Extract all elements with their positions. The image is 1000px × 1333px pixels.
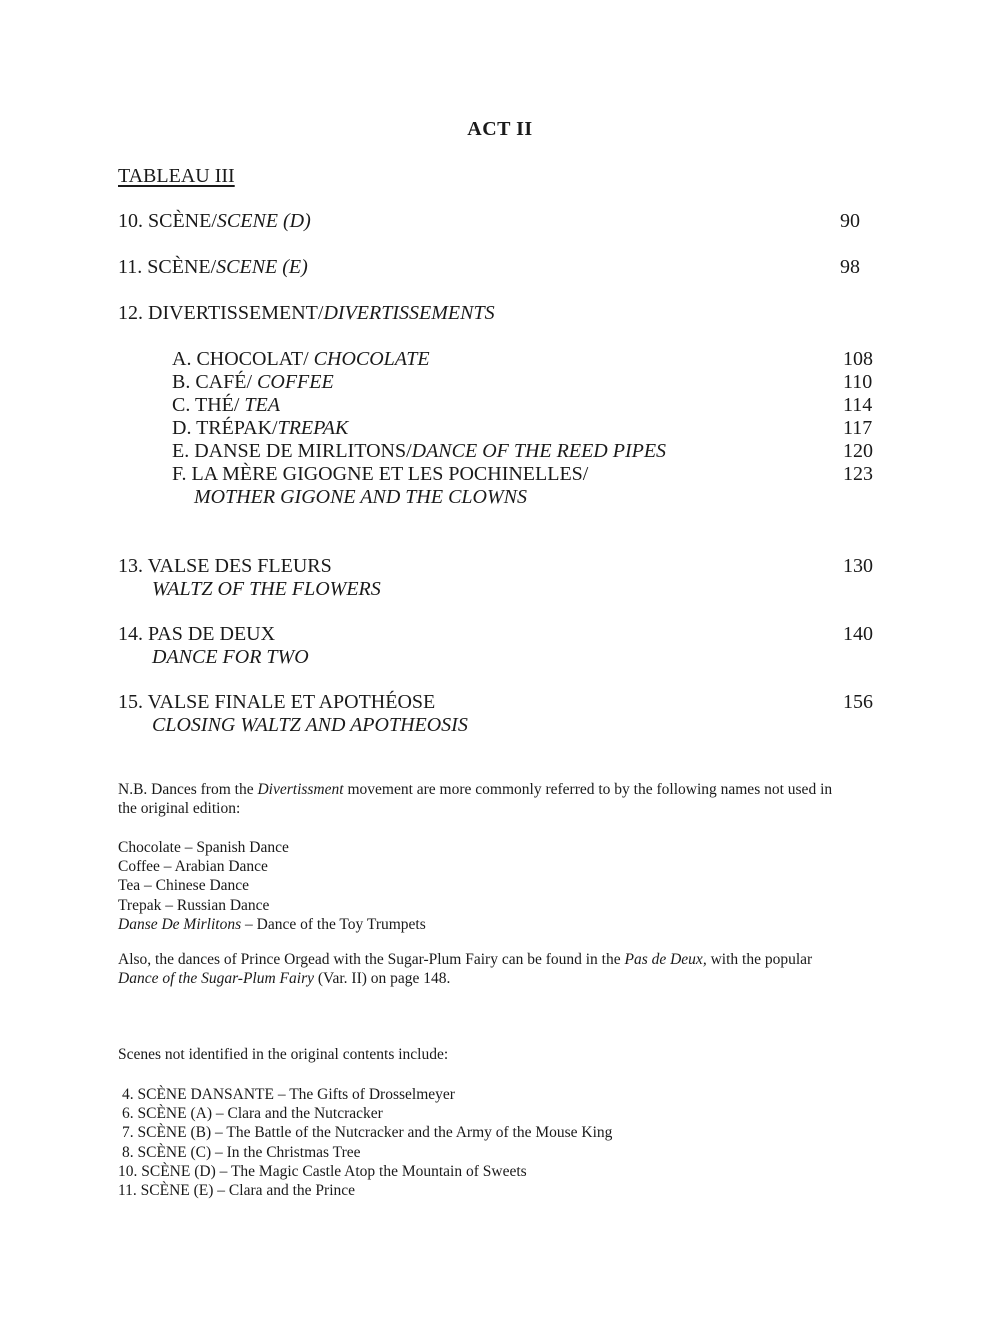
page-number: 130 bbox=[843, 555, 873, 577]
subentry-continuation: MOTHER GIGONE AND THE CLOWNS bbox=[194, 486, 527, 508]
page-number: 108 bbox=[843, 348, 873, 370]
entry-label-italic: TREPAK bbox=[277, 417, 349, 439]
entry-subtitle: DANCE FOR TWO bbox=[152, 646, 309, 668]
entry-label: C. THÉ/ bbox=[172, 394, 245, 416]
toc-entry-11[interactable] bbox=[118, 256, 308, 279]
entry-subtitle: WALTZ OF THE FLOWERS bbox=[152, 578, 381, 600]
page-number: 90 bbox=[840, 210, 860, 232]
entry-label-italic: DIVERTISSEMENTS bbox=[323, 302, 495, 324]
entry-label: 10. SCÈNE/ bbox=[118, 210, 217, 232]
page-number: 123 bbox=[843, 463, 873, 485]
list-item: 7. SCÈNE (B) – The Battle of the Nutcracker and the Army of the Mouse King bbox=[122, 1124, 613, 1142]
list-item: Coffee – Arabian Dance bbox=[118, 858, 268, 876]
entry-label: D. TRÉPAK/ bbox=[172, 417, 278, 439]
list-item: 6. SCÈNE (A) – Clara and the Nutcracker bbox=[122, 1105, 383, 1123]
list-item: Tea – Chinese Dance bbox=[118, 877, 250, 895]
entry-label-italic: COFFEE bbox=[257, 371, 334, 393]
page-number: 98 bbox=[840, 256, 860, 278]
list-item: Trepak – Russian Dance bbox=[118, 896, 270, 914]
toc-subentry-f[interactable] bbox=[172, 463, 588, 486]
entry-label: A. CHOCOLAT/ bbox=[172, 348, 314, 370]
entry-label: E. DANSE DE MIRLITONS/ bbox=[172, 440, 412, 462]
toc-entry-13[interactable]: 13. VALSE DES FLEURS bbox=[118, 555, 332, 577]
page-number: 140 bbox=[843, 623, 873, 645]
entry-label-italic: CHOCOLATE bbox=[313, 348, 430, 370]
tableau-heading: TABLEAU III bbox=[118, 165, 235, 187]
also-paragraph: Also, the dances of Prince Orgead with the Sugar-Plum Fairy can be found in the Pas de Deux, with the popular Dance of the Sugar-Plum Fairy (Var. II) on page 148. bbox=[118, 951, 813, 987]
entry-label: 12. DIVERTISSEMENT/ bbox=[118, 302, 324, 324]
page-number: 156 bbox=[843, 691, 873, 713]
list-item: Danse De Mirlitons – Dance of the Toy Trumpets bbox=[118, 915, 426, 933]
entry-subtitle: CLOSING WALTZ AND APOTHEOSIS bbox=[152, 714, 468, 736]
scenes-list bbox=[118, 1085, 612, 1200]
list-item: 8. SCÈNE (C) – In the Christmas Tree bbox=[122, 1143, 361, 1161]
toc-subentry-a[interactable] bbox=[172, 348, 430, 371]
list-item: Chocolate – Spanish Dance bbox=[118, 839, 289, 856]
entry-label: 11. SCÈNE/ bbox=[118, 256, 217, 278]
toc-entry-14[interactable]: 14. PAS DE DEUX bbox=[118, 623, 276, 645]
toc-subentry-b[interactable] bbox=[172, 371, 334, 394]
list-item: 10. SCÈNE (D) – The Magic Castle Atop the Mountain of Sweets bbox=[118, 1162, 527, 1180]
toc-subentry-d[interactable] bbox=[172, 417, 348, 440]
entry-label-italic: DANCE OF THE REED PIPES bbox=[411, 440, 667, 462]
entry-label: F. LA MÈRE GIGOGNE ET LES POCHINELLES/ bbox=[172, 463, 589, 485]
scenes-intro: Scenes not identified in the original contents include: bbox=[118, 1046, 449, 1063]
list-item: 4. SCÈNE DANSANTE – The Gifts of Drosselmeyer bbox=[122, 1086, 455, 1103]
toc-subentry-e[interactable] bbox=[172, 440, 666, 463]
toc-entry-12[interactable] bbox=[118, 302, 495, 325]
entry-label: B. CAFÉ/ bbox=[172, 371, 258, 393]
toc-entry-10[interactable] bbox=[118, 210, 311, 233]
entry-label-italic: SCENE (E) bbox=[216, 256, 308, 278]
page-number: 117 bbox=[843, 417, 873, 439]
page-number: 120 bbox=[843, 440, 873, 462]
entry-label-italic: TEA bbox=[244, 394, 280, 416]
list-item: 11. SCÈNE (E) – Clara and the Prince bbox=[118, 1182, 356, 1200]
act-heading: ACT II bbox=[467, 118, 533, 140]
note-paragraph: N.B. Dances from the Divertissment movement are more commonly referred to by the following names not used in the original edition: bbox=[118, 781, 833, 817]
entry-label-italic: SCENE (D) bbox=[216, 210, 311, 232]
page-number: 110 bbox=[843, 371, 873, 393]
toc-subentry-c[interactable] bbox=[172, 394, 280, 417]
page-number: 114 bbox=[843, 394, 873, 416]
alias-list bbox=[118, 838, 426, 934]
toc-entry-15[interactable]: 15. VALSE FINALE ET APOTHÉOSE bbox=[118, 691, 436, 713]
